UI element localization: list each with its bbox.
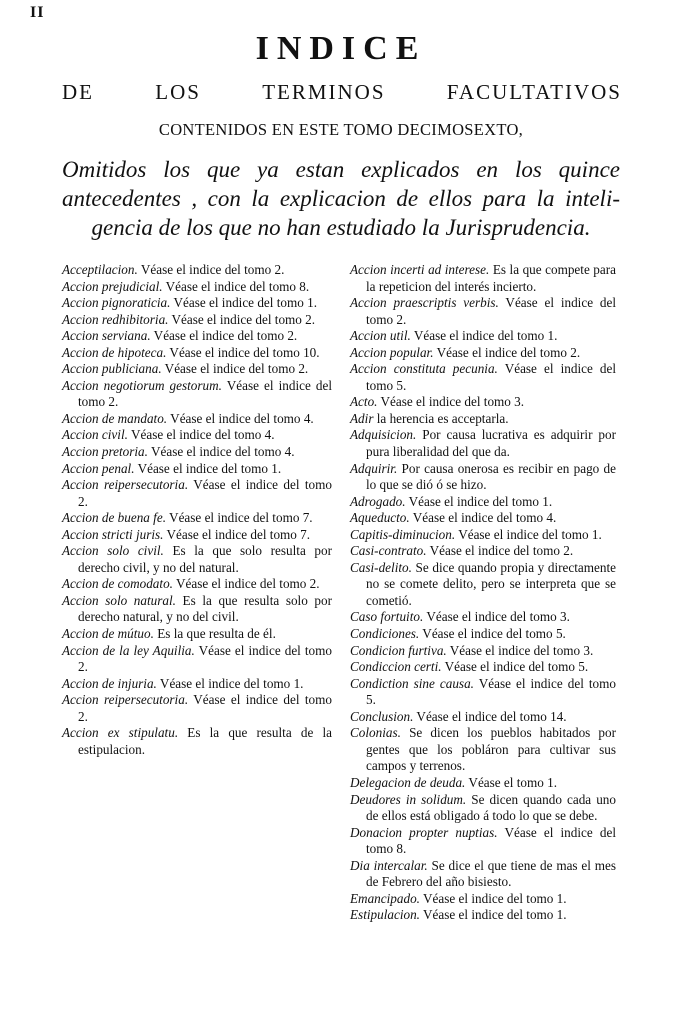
index-description: Es la que compete para la repeticion del interés incierto. xyxy=(366,262,617,294)
index-entry xyxy=(350,262,616,295)
index-description: Véase el indice del tomo 4. xyxy=(147,444,295,460)
index-description: Véase el indice del tomo 1. xyxy=(134,460,282,476)
index-description: Véase el indice del tomo 7. xyxy=(166,510,313,526)
index-description: Véase el indice del tomo 10. xyxy=(166,344,320,360)
index-description: Véase el indice del tomo 5. xyxy=(366,675,617,708)
index-description: Véase el indice del tomo 2. xyxy=(78,692,333,724)
index-description: Véase el indice del tomo 2. xyxy=(366,295,616,327)
index-term: Accion ex stipulatu. xyxy=(62,725,179,741)
index-description: Véase el indice del tomo 3. xyxy=(446,642,594,658)
left-column xyxy=(62,262,332,758)
index-entry xyxy=(62,378,332,411)
index-term: Accion de mandato. xyxy=(62,410,168,426)
index-term: Estipulacion. xyxy=(350,907,420,923)
index-term: Casi-delito. xyxy=(350,559,412,575)
index-description: Véase el indice del tomo 2. xyxy=(426,543,574,559)
index-entry xyxy=(62,543,332,576)
index-entry xyxy=(62,725,332,758)
index-term: Colonias. xyxy=(350,725,401,741)
subtitle-word: LOS xyxy=(155,80,201,104)
index-entry xyxy=(62,279,332,296)
index-entry xyxy=(350,345,616,362)
index-term: Accion popular. xyxy=(350,344,434,360)
omitidos-line: Omitidos los que ya estan explicados en los quince xyxy=(62,157,620,182)
index-term: Accion reipersecutoria. xyxy=(62,692,189,708)
index-term: Condiction sine causa. xyxy=(350,675,474,691)
index-entry xyxy=(350,825,616,858)
index-term: Accion de mútuo. xyxy=(62,626,154,642)
index-entry xyxy=(350,643,616,660)
index-description: Véase el indice del tomo 2. xyxy=(161,361,309,377)
index-description: Es la que solo resulta por derecho civil, y no del natural. xyxy=(78,543,332,575)
index-term: Emancipado. xyxy=(350,890,420,906)
index-description: Véase el indice del tomo 8. xyxy=(366,824,617,857)
index-description: Véase el indice del tomo 2. xyxy=(168,311,316,327)
index-entry xyxy=(350,676,616,709)
index-entry xyxy=(62,692,332,725)
index-term: Conclusion. xyxy=(350,708,414,724)
index-term: Delegacion de deuda. xyxy=(350,774,466,790)
index-term: Casi-contrato. xyxy=(350,543,427,559)
index-term: Accion de injuria. xyxy=(62,675,157,691)
index-entry xyxy=(350,510,616,527)
index-entry xyxy=(62,345,332,362)
index-entry xyxy=(62,328,332,345)
index-description: Véase el indice del tomo 4. xyxy=(409,510,557,526)
index-entry xyxy=(62,312,332,329)
index-term: Aqueducto. xyxy=(350,510,410,526)
index-entry xyxy=(62,676,332,693)
index-entry xyxy=(62,626,332,643)
index-term: Accion publiciana. xyxy=(62,361,162,377)
index-description: Véase el indice del tomo 1. xyxy=(419,907,567,923)
index-description: Por causa onerosa es recibir en pago de lo que se dió ó se hizo. xyxy=(366,460,616,493)
subtitle xyxy=(62,80,622,105)
index-term: Acto. xyxy=(350,394,378,410)
index-description: Se dice quando propia y directamente no se comete delito, pero se interpreta que se cometió. xyxy=(366,559,616,608)
index-term: Adrogado. xyxy=(350,493,406,509)
index-term: Accion civil. xyxy=(62,427,128,443)
index-term: Capitis-diminucion. xyxy=(350,526,456,542)
index-term: Caso fortuito. xyxy=(350,609,424,625)
index-description: Véase el indice del tomo 1. xyxy=(419,890,567,906)
index-description: Por causa lucrativa es adquirir por pura liberalidad del que da. xyxy=(366,427,616,460)
index-entry xyxy=(350,361,616,394)
index-entry xyxy=(62,295,332,312)
index-term: Adquisicion. xyxy=(350,427,417,443)
index-term: Accion penal. xyxy=(62,460,135,476)
index-description: Es la que resulta de la estipulacion. xyxy=(78,725,332,757)
index-entry xyxy=(350,295,616,328)
index-term: Accion pretoria. xyxy=(62,444,148,460)
index-entry xyxy=(350,328,616,345)
index-description: Véase el indice del tomo 1. xyxy=(410,328,558,344)
index-term: Accion pignoraticia. xyxy=(62,295,171,311)
index-description: Véase el indice del tomo 5. xyxy=(419,626,566,642)
page-title: INDICE xyxy=(255,30,427,67)
index-description: Véase el indice del tomo 7. xyxy=(163,526,311,542)
index-description: Véase el indice del tomo 1. xyxy=(455,526,602,542)
index-entry xyxy=(62,593,332,626)
index-description: Véase el indice del tomo 1. xyxy=(405,493,553,509)
index-description: Véase el indice del tomo 2. xyxy=(172,576,320,592)
index-entry xyxy=(350,891,616,908)
index-entry xyxy=(350,659,616,676)
index-entry xyxy=(62,427,332,444)
index-term: Adquirir. xyxy=(350,460,398,476)
index-term: Accion solo natural. xyxy=(62,592,176,608)
index-description: Véase el indice del tomo 3. xyxy=(423,609,570,625)
index-entry xyxy=(350,560,616,610)
index-term: Donacion propter nuptias. xyxy=(350,824,498,840)
index-entry xyxy=(350,709,616,726)
index-entry xyxy=(350,725,616,775)
index-description: Véase el indice del tomo 2. xyxy=(78,477,333,509)
index-entry xyxy=(350,907,616,924)
index-term: Condiciones. xyxy=(350,626,420,642)
subtitle-word: DE xyxy=(62,80,94,104)
page-number: II xyxy=(30,4,45,21)
index-entry xyxy=(62,510,332,527)
index-term: Accion praescriptis verbis. xyxy=(350,295,499,311)
index-entry xyxy=(62,576,332,593)
index-term: Accion de hipoteca. xyxy=(62,344,167,360)
index-entry xyxy=(62,262,332,279)
index-term: Accion stricti juris. xyxy=(62,526,164,542)
index-term: Accion prejudicial. xyxy=(62,278,163,294)
index-description: Es la que resulta solo por derecho natural, y no del civil. xyxy=(78,592,332,625)
index-description: Véase el indice del tomo 4. xyxy=(167,410,314,426)
subtitle-word: TERMINOS xyxy=(262,80,386,104)
index-term: Acceptilacion. xyxy=(62,262,138,277)
index-description: Véase el indice del tomo 4. xyxy=(127,427,275,443)
index-entry xyxy=(350,543,616,560)
index-description: Véase el indice del tomo 2. xyxy=(150,328,298,344)
index-description: Véase el indice del tomo 1. xyxy=(156,675,304,691)
index-entry xyxy=(350,775,616,792)
index-term: Dia intercalar. xyxy=(350,857,428,873)
index-term: Accion solo civil. xyxy=(62,543,164,559)
index-term: Accion util. xyxy=(350,328,411,344)
index-description: Véase el tomo 1. xyxy=(465,774,558,790)
index-term: Condicion furtiva. xyxy=(350,642,447,658)
index-description: Se dicen los pueblos habitados por gentes que los pobláron para cultivar sus campos y terrenos. xyxy=(366,725,616,774)
index-description: Se dicen quando cada uno de ellos está obligado á todo lo que se debe. xyxy=(366,791,616,824)
omitidos-line: antecedentes , con la explicacion de ellos para la inteli- xyxy=(62,186,620,211)
index-entry xyxy=(350,411,616,428)
index-entry xyxy=(350,494,616,511)
index-description: la herencia es acceptarla. xyxy=(373,410,509,426)
index-term: Accion de buena fe. xyxy=(62,510,166,526)
index-term: Accion reipersecutoria. xyxy=(62,477,189,493)
index-description: Véase el indice del tomo 1. xyxy=(170,295,318,311)
index-entry xyxy=(62,411,332,428)
index-entry xyxy=(350,792,616,825)
index-term: Condiccion certi. xyxy=(350,659,442,675)
index-term: Adir xyxy=(350,410,374,426)
index-term: Accion negotiorum gestorum. xyxy=(62,377,222,393)
index-term: Accion serviana. xyxy=(62,328,151,344)
index-description: Véase el indice del tomo 2. xyxy=(137,262,285,277)
index-description: Véase el indice del tomo 14. xyxy=(413,708,567,724)
subtitle-word: FACULTATIVOS xyxy=(446,80,622,104)
index-description: Es la que resulta de él. xyxy=(153,626,276,642)
index-entry xyxy=(350,461,616,494)
index-entry xyxy=(62,444,332,461)
index-description: Véase el indice del tomo 5. xyxy=(366,361,617,393)
index-entry xyxy=(350,626,616,643)
index-term: Accion redhibitoria. xyxy=(62,311,169,327)
omitidos-paragraph xyxy=(62,155,620,242)
index-description: Véase el indice del tomo 3. xyxy=(377,394,525,410)
index-entry xyxy=(350,858,616,891)
index-entry xyxy=(62,527,332,544)
index-description: Véase el indice del tomo 5. xyxy=(441,659,589,675)
index-term: Accion incerti ad interese. xyxy=(350,262,490,277)
index-term: Accion de comodato. xyxy=(62,576,173,592)
index-term: Accion de la ley Aquilia. xyxy=(62,642,195,658)
index-entry xyxy=(350,527,616,544)
index-term: Accion constituta pecunia. xyxy=(350,361,498,377)
index-entry xyxy=(62,643,332,676)
index-entry xyxy=(350,609,616,626)
index-entry xyxy=(350,394,616,411)
index-description: Véase el indice del tomo 2. xyxy=(78,377,332,410)
index-entry xyxy=(62,361,332,378)
index-description: Véase el indice del tomo 2. xyxy=(433,344,581,360)
right-column xyxy=(350,262,616,924)
index-description: Se dice el que tiene de mas el mes de Febrero del año bisiesto. xyxy=(366,857,616,890)
index-entry xyxy=(62,461,332,478)
index-entry xyxy=(62,477,332,510)
index-term: Deudores in solidum. xyxy=(350,791,467,807)
subtitle-secondary: CONTENIDOS EN ESTE TOMO DECIMOSEXTO, xyxy=(158,120,524,139)
index-description: Véase el indice del tomo 8. xyxy=(162,278,310,294)
index-entry xyxy=(350,427,616,460)
omitidos-line: gencia de los que no han estudiado la Jurisprudencia. xyxy=(91,215,591,240)
index-description: Véase el indice del tomo 2. xyxy=(78,642,333,675)
